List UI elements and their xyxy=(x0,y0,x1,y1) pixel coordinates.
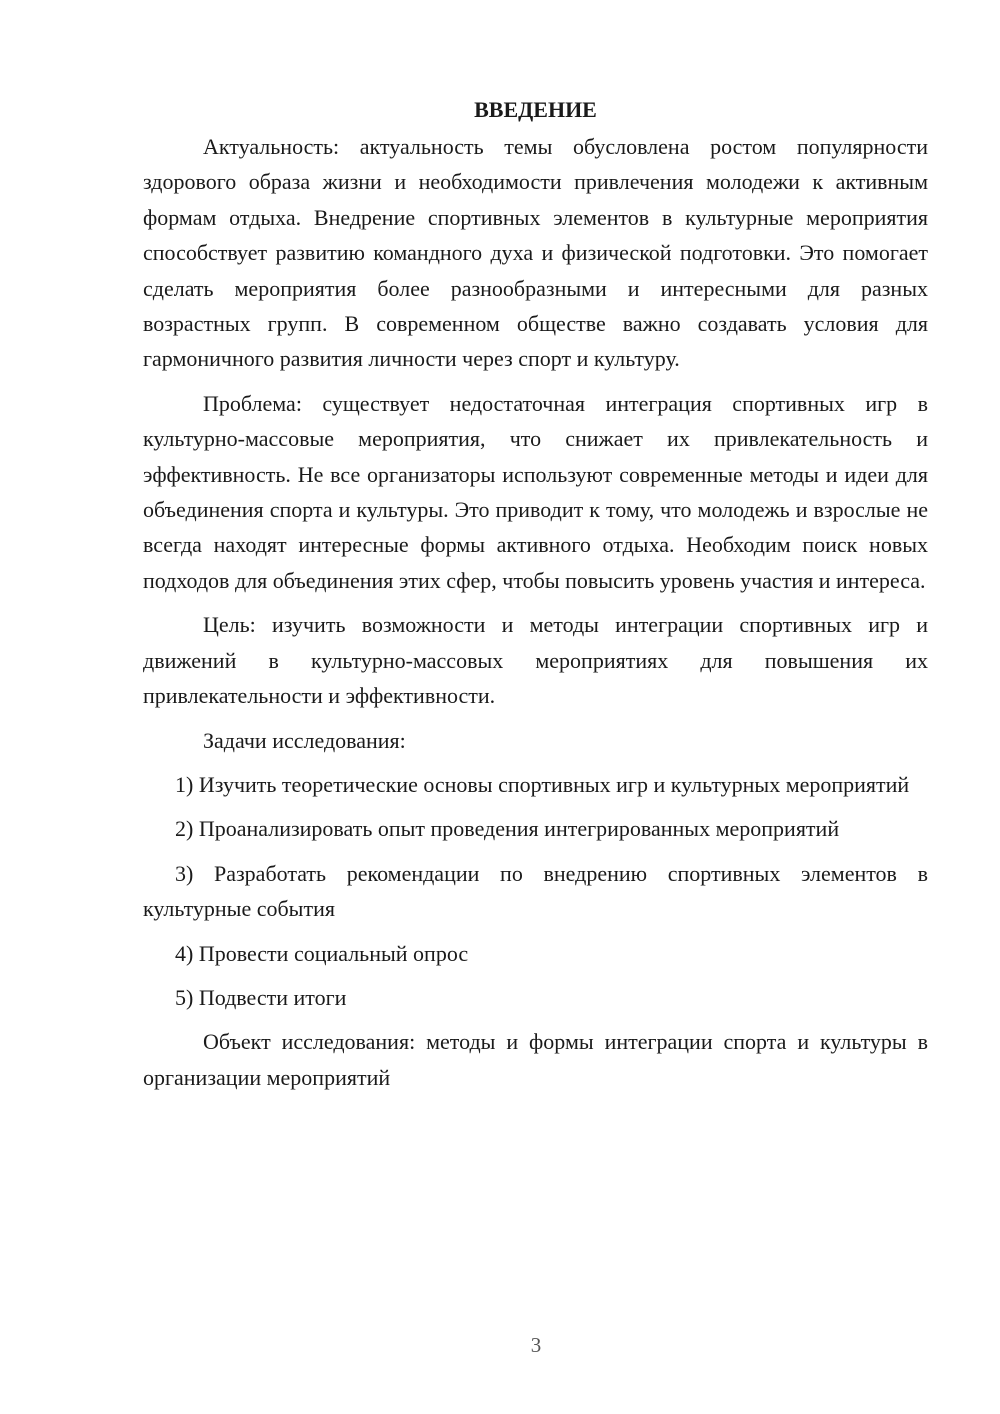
task-item-3: 3) Разработать рекомендации по внедрению спортивных элементов в культурные события xyxy=(143,860,928,922)
object-paragraph: Объект исследования: методы и формы интеграции спорта и культуры в организации мероприятий xyxy=(143,1029,928,1090)
task-item-1: 1) Изучить теоретические основы спортивных игр и культурных мероприятий xyxy=(175,771,910,797)
goal-paragraph: Цель: изучить возможности и методы интеграции спортивных игр и движений в культурно-массовых мероприятиях для повышения их привлекательности и эффективности. xyxy=(143,612,928,709)
section-title: ВВЕДЕНИЕ xyxy=(474,97,597,122)
tasks-heading: Задачи исследования: xyxy=(203,727,406,753)
task-item-4: 4) Провести социальный опрос xyxy=(175,940,469,966)
page-number: 3 xyxy=(530,1333,542,1357)
task-item-5: 5) Подвести итоги xyxy=(175,984,347,1010)
problem-paragraph: Проблема: существует недостаточная интеграция спортивных игр в культурно-массовые мероприятия, что снижает их привлекательность и эффективность. Не все организаторы используют современные методы и идеи для объединения спорта и культуры. Это приводит к тому, что молодежь и взрослые не всегда находят интересные формы активного отдыха. Необходим поиск новых подходов для объединения этих сфер, чтобы повысить уровень участия и интереса. xyxy=(143,390,928,593)
relevance-paragraph: Актуальность: актуальность темы обусловлена ростом популярности здорового образа жизни и необходимости привлечения молодежи к активным формам отдыха. Внедрение спортивных элементов в культурные мероприятия способствует развитию командного духа и физической подготовки. Это помогает сделать мероприятия более разнообразными и интересными для разных возрастных групп. В современном обществе важно создавать условия для гармоничного развития личности через спорт и культуру. xyxy=(143,134,928,372)
task-item-2: 2) Проанализировать опыт проведения интегрированных мероприятий xyxy=(175,816,840,842)
page-content xyxy=(143,92,928,1104)
